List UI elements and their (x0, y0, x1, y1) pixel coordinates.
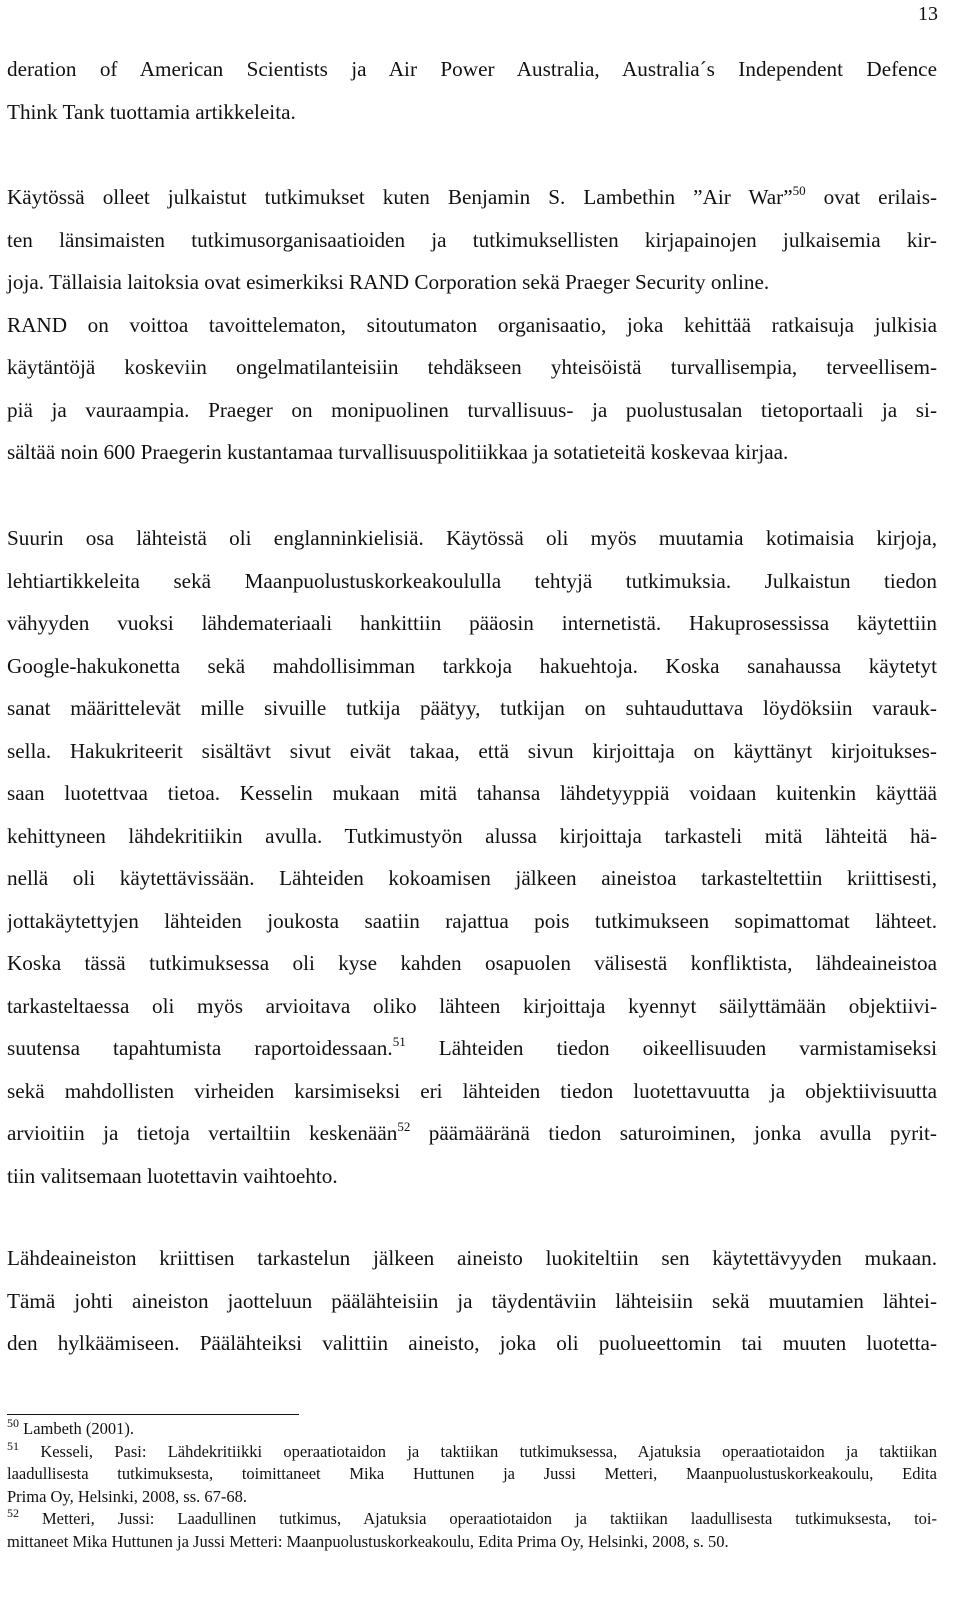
text-segment: päämääränä tiedon saturoiminen, jonka avulla pyrit- (410, 1121, 937, 1145)
text-line: kehittyneen lähdekritiikin avulla. Tutkimustyön alussa kirjoittaja tarkasteli mitä lähteitä hä- (7, 823, 937, 848)
paragraph-4 (7, 1237, 937, 1365)
paragraph-2 (7, 176, 937, 474)
text-line: Tämä johti aineiston jaotteluun päälähteisiin ja täydentäviin lähteisiin sekä muutamien lähtei- (7, 1288, 937, 1313)
footnote-50 (7, 1418, 937, 1441)
footnote-text: Kesseli, Pasi: Lähdekritiikki operaatiotaidon ja taktiikan tutkimuksessa, Ajatuksia operaatiotaidon ja taktiikan (40, 1441, 937, 1461)
text-line: sekä mahdollisten virheiden karsimiseksi eri lähteiden tiedon luotettavuutta ja objektiivisuutta (7, 1078, 937, 1103)
footnote-text-line: mittaneet Mika Huttunen ja Jussi Metteri: Maanpuolustuskorkeakoulu, Edita Prima Oy, Helsinki, 2008, s. 50. (7, 1531, 729, 1551)
text-line: Koska tässä tutkimuksessa oli kyse kahden osapuolen välisestä konfliktista, lähdeaineistoa (7, 951, 937, 975)
footnote-mark: 52 (7, 1508, 19, 1521)
text-line: Suurin osa lähteistä oli englanninkielisiä. Käytössä oli myös muutamia kotimaisia kirjoja, (7, 526, 937, 550)
text-line: sältää noin 600 Praegerin kustantamaa turvallisuuspolitiikkaa ja sotatieteitä koskevaa kirjaa. (7, 440, 789, 464)
text-line: saan luotettvaa tietoa. Kesselin mukaan mitä tahansa lähdetyyppiä voidaan kuitenkin käyttää (7, 781, 937, 805)
footnotes (7, 1418, 937, 1554)
footnote-mark: 50 (7, 1416, 19, 1430)
footnote-text-line: laadullisesta tutkimuksesta, toimittaneet Mika Huttunen ja Jussi Metteri, Maanpuolustuskorkeakoulu, Edita (7, 1464, 937, 1484)
text-line: RAND on voittoa tavoittelematon, sitoutumaton organisaatio, joka kehittää ratkaisuja julkisia (7, 312, 937, 337)
text-line: Google-hakukonetta sekä mahdollisimman tarkkoja hakuehtoja. Koska sanahaussa käytetyt (7, 653, 937, 678)
footnote-52 (7, 1508, 937, 1531)
text-line: piä ja vauraampia. Praeger on monipuolinen turvallisuus- ja puolustusalan tietoportaali ja si- (7, 397, 937, 422)
text-segment: Lähteiden tiedon oikeellisuuden varmistamiseksi (405, 1036, 937, 1060)
text-line: joja. Tällaisia laitoksia ovat esimerkiksi RAND Corporation sekä Praeger Security online. (7, 270, 770, 294)
text-line: den hylkäämiseen. Päälähteiksi valittiin aineisto, joka oli puolueettomin tai muuten luotetta- (7, 1331, 937, 1355)
text-line: lehtiartikkeleita sekä Maanpuolustuskorkeakoululla tehtyjä tutkimuksia. Julkaistun tiedon (7, 568, 937, 593)
text-line: tarkasteltaessa oli myös arvioitava oliko lähteen kirjoittaja kyennyt säilyttämään objektiivi- (7, 993, 937, 1018)
text-segment: arvioitiin ja tietoja vertailtiin keskenään (7, 1121, 398, 1145)
text-line: vähyyden vuoksi lähdemateriaali hankittiin pääosin internetistä. Hakuprosessissa käytettiin (7, 611, 937, 635)
text-line (7, 1112, 937, 1155)
footnote-ref-50[interactable]: 50 (792, 183, 806, 198)
paragraph-1 (7, 48, 937, 133)
footnote-text: Lambeth (2001). (23, 1419, 135, 1438)
footnote-ref-52[interactable]: 52 (397, 1119, 411, 1134)
text-line: sanat määrittelevät mille sivuille tutkija päätyy, tutkijan on suhtauduttava löydöksiin varauk- (7, 696, 937, 720)
text-line (7, 176, 937, 219)
text-line: Lähdeaineiston kriittisen tarkastelun jälkeen aineisto luokiteltiin sen käytettävyyden mukaan. (7, 1246, 937, 1270)
footnote-separator (7, 1414, 299, 1415)
text-line: deration of American Scientists ja Air Power Australia, Australia´s Independent Defence (7, 57, 937, 81)
text-line: Think Tank tuottamia artikkeleita. (7, 99, 296, 124)
footnote-ref-51[interactable]: 51 (392, 1034, 406, 1049)
text-line: nellä oli käytettävissään. Lähteiden kokoamisen jälkeen aineistoa tarkasteltettiin kriittisesti, (7, 866, 937, 890)
text-line: käytäntöjä koskeviin ongelmatilanteisiin tehdäkseen yhteisöistä turvallisempia, terveellisem- (7, 355, 937, 379)
page-number: 13 (918, 3, 938, 25)
footnote-text-line: Prima Oy, Helsinki, 2008, ss. 67-68. (7, 1486, 248, 1506)
text-line (7, 1027, 937, 1070)
text-segment: Käytössä olleet julkaistut tutkimukset kuten Benjamin S. Lambethin ”Air War” (7, 185, 793, 209)
footnote-text: Metteri, Jussi: Laadullinen tutkimus, Ajatuksia operaatiotaidon ja taktiikan laadullisesta tutkimuksesta, toi- (42, 1509, 937, 1529)
text-line: sella. Hakukriteerit sisältävt sivut eivät takaa, että sivun kirjoittaja on käyttänyt kirjoitukses- (7, 738, 937, 763)
text-segment: ovat erilais- (805, 185, 937, 209)
text-line: ten länsimaisten tutkimusorganisaatioiden ja tutkimuksellisten kirjapainojen julkaisemia kir- (7, 227, 937, 252)
text-line: jottakäytettyjen lähteiden joukosta saatiin rajattua pois tutkimukseen sopimattomat lähteet. (7, 908, 937, 933)
paragraph-3 (7, 517, 937, 1197)
footnote-51 (7, 1441, 937, 1464)
footnote-mark: 51 (7, 1440, 19, 1453)
text-segment: suutensa tapahtumista raportoidessaan. (7, 1036, 393, 1060)
text-line: tiin valitsemaan luotettavin vaihtoehto. (7, 1163, 338, 1188)
